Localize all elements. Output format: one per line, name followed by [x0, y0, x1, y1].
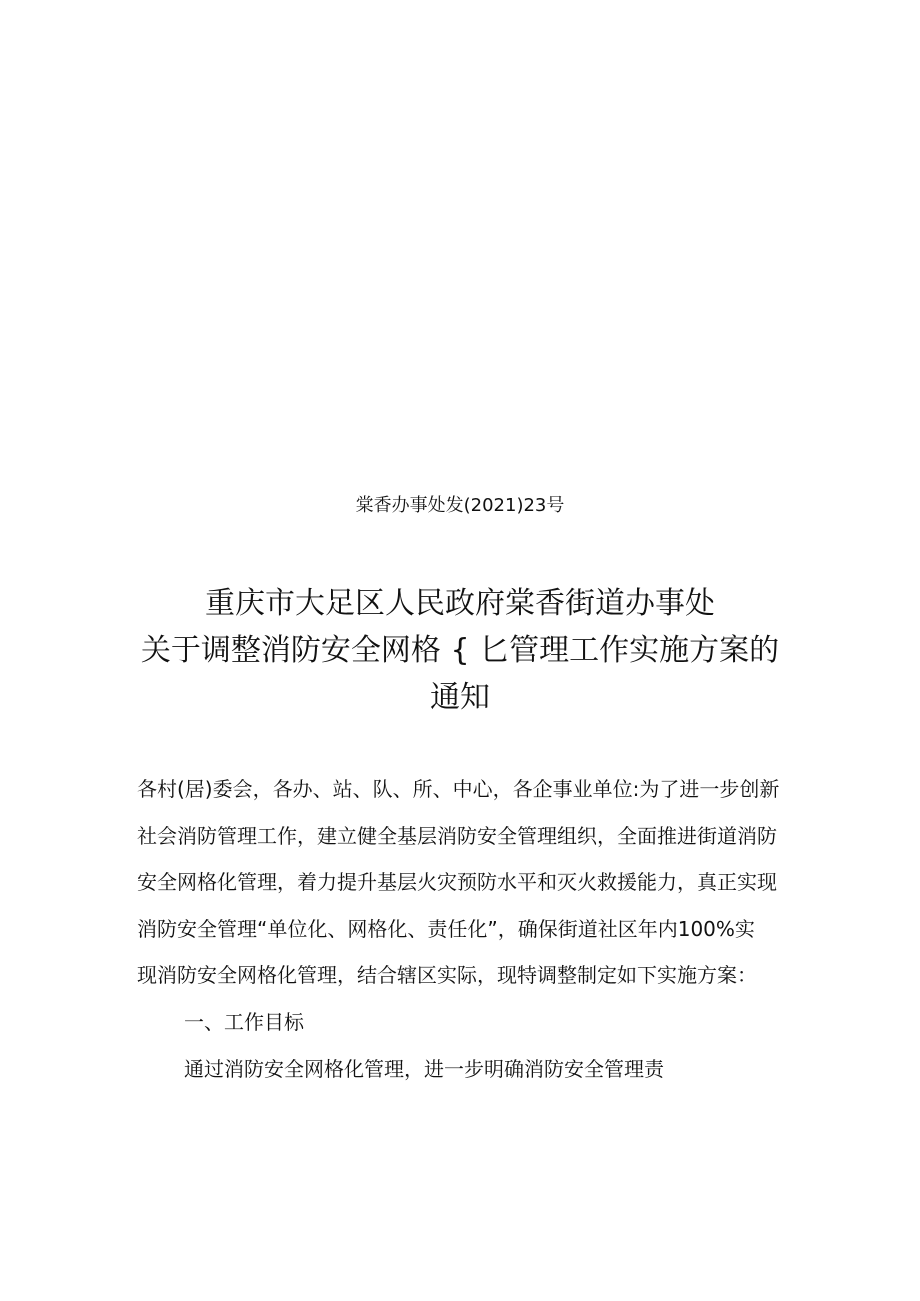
document-title [100, 580, 820, 721]
body-line-4: 消防安全管理“单位化、网格化、责任化”，确保街道社区年内100%实 [137, 916, 755, 941]
body-line-5: 现消防安全网格化管理，结合辖区实际，现特调整制定如下实施方案： [137, 963, 757, 988]
body-line-3: 安全网格化管理，着力提升基层火灾预防水平和灭火救援能力，真正实现 [137, 870, 777, 895]
title-line-3: 通知 [430, 680, 490, 715]
section-paragraph: 通过消防安全网格化管理，进一步明确消防安全管理责 [184, 1056, 664, 1081]
document-number: 棠香办事处发(2021)23号 [355, 495, 565, 516]
title-line-1: 重庆市大足区人民政府棠香街道办事处 [205, 586, 715, 621]
body-line-1: 各村(居)委会，各办、站、队、所、中心，各企事业单位:为了进一步创新 [137, 777, 780, 801]
body-line-2: 社会消防管理工作，建立健全基层消防安全管理组织，全面推进街道消防 [137, 823, 777, 848]
document-body [137, 766, 787, 1092]
title-line-2: 关于调整消防安全网格 { 匕管理工作实施方案的 [140, 633, 780, 668]
section-heading: 一、工作目标 [184, 1009, 304, 1034]
